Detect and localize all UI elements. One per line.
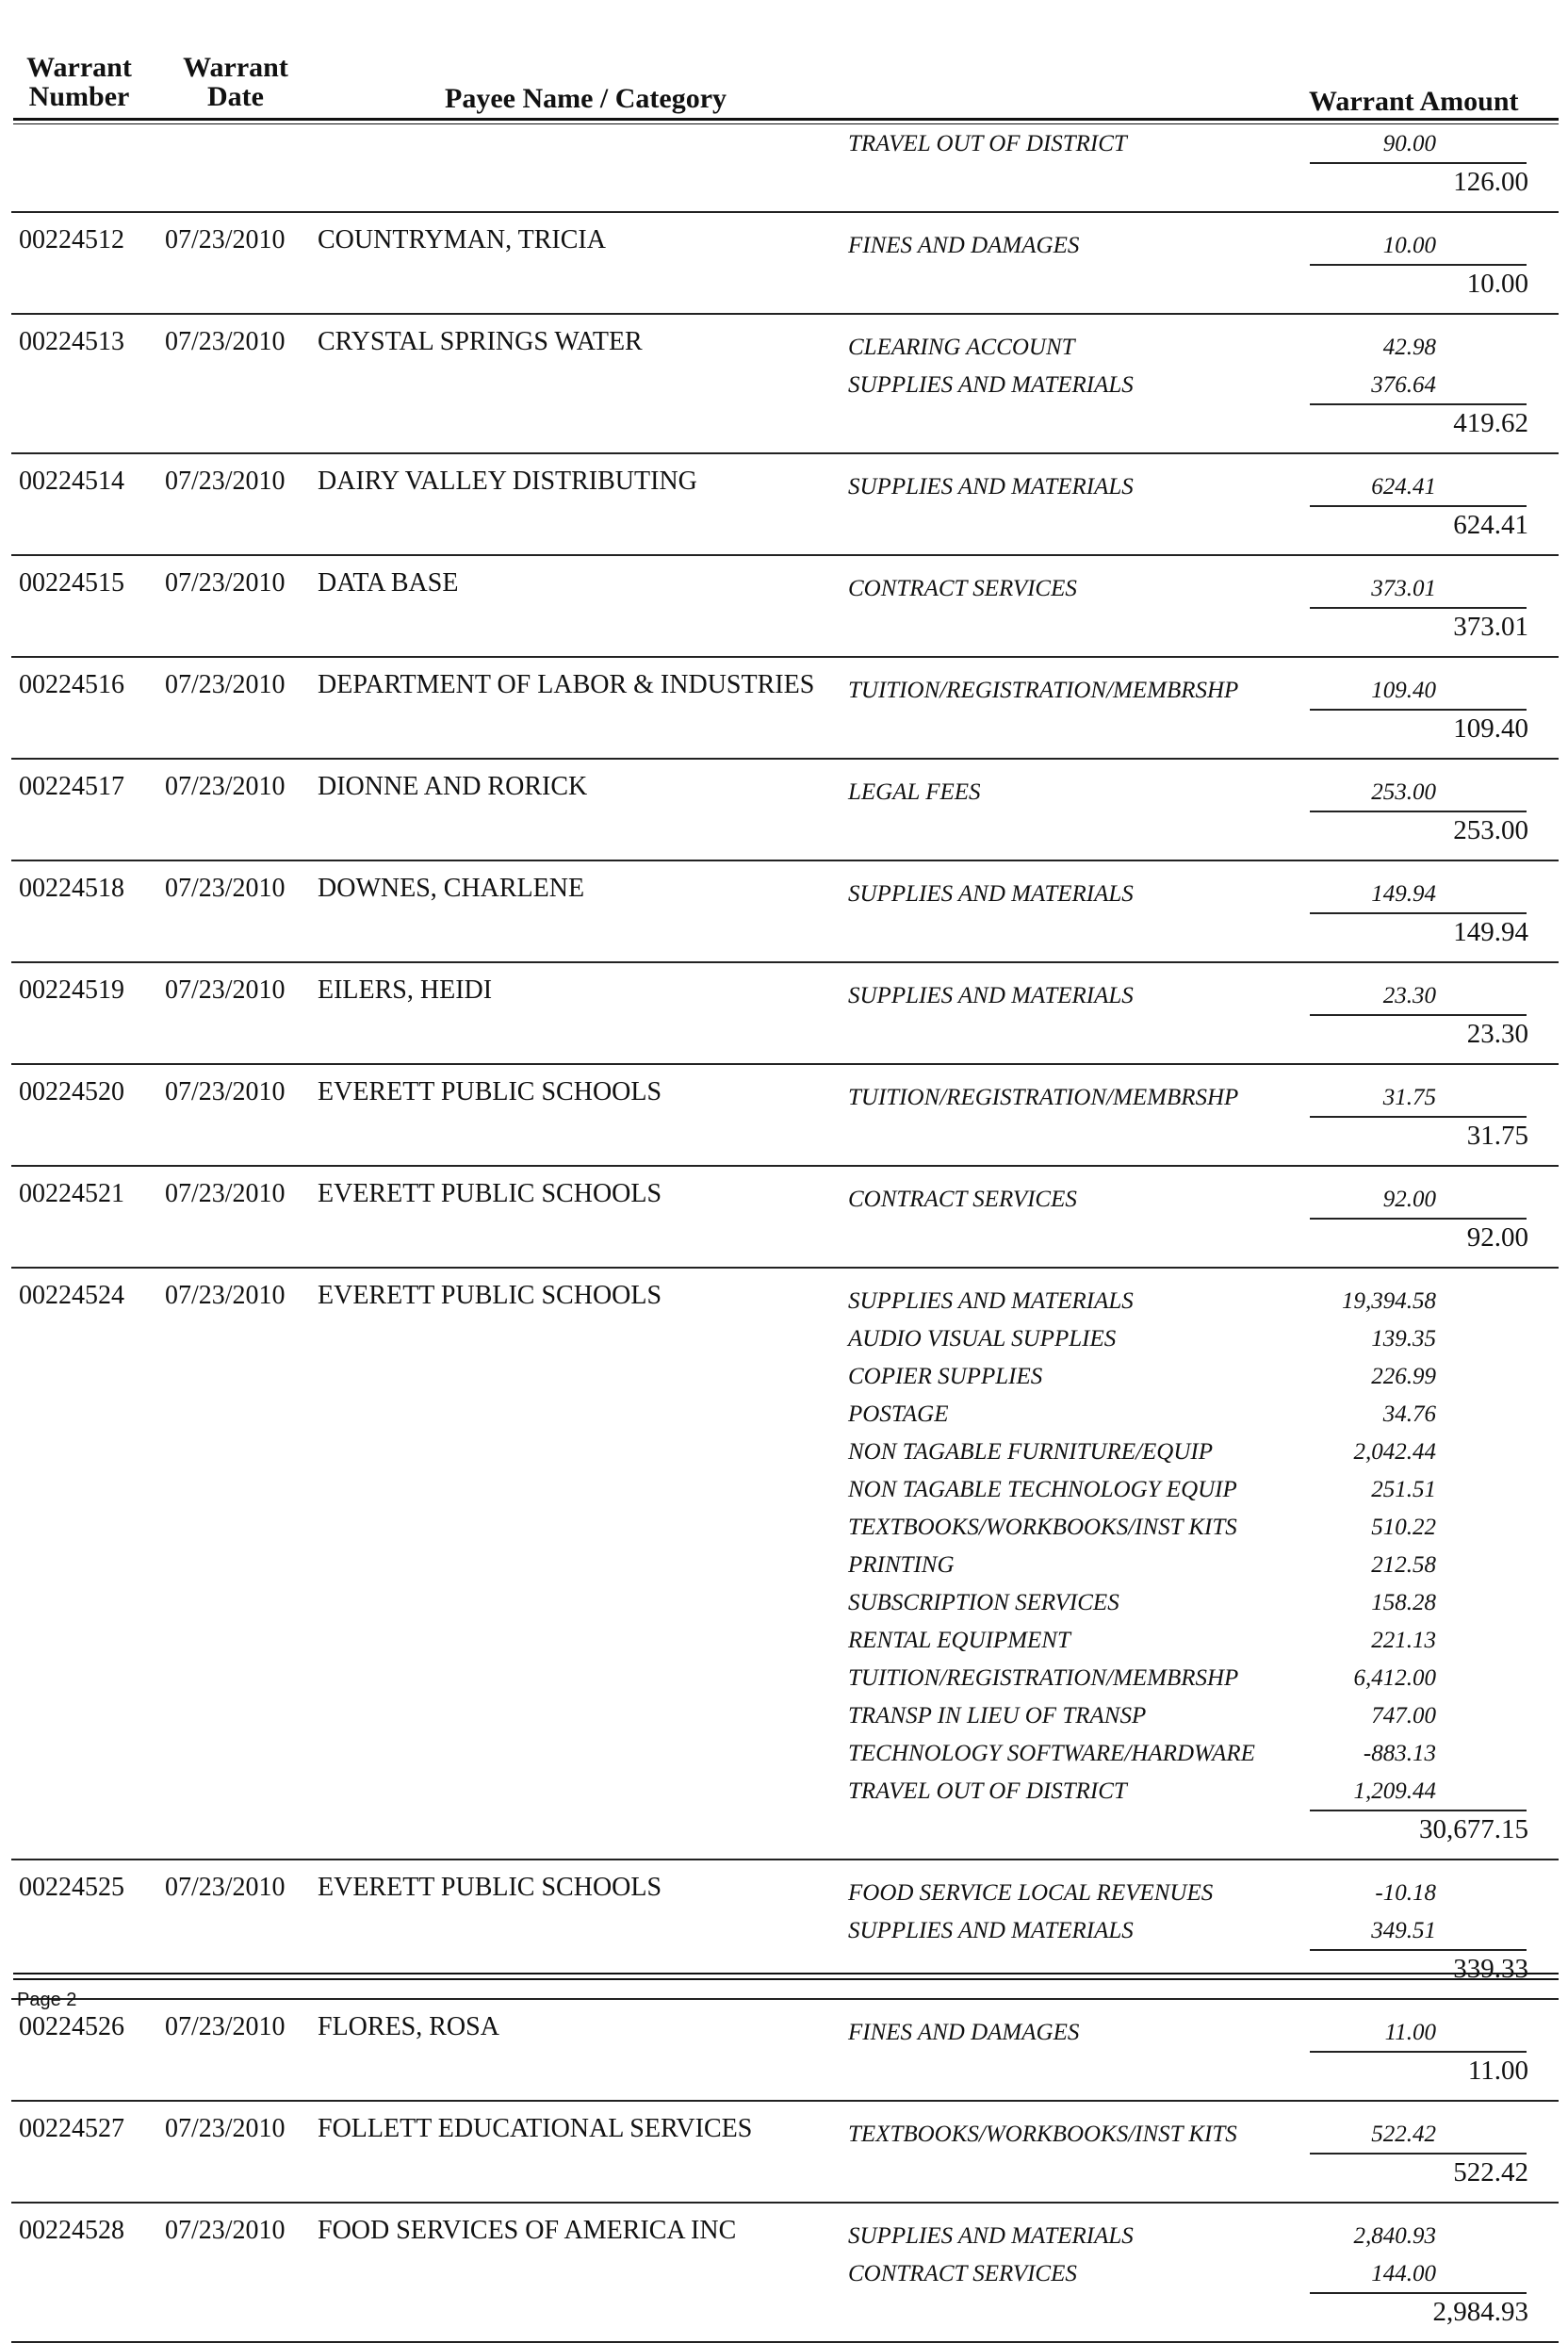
category-amount: 253.00 [1371, 779, 1436, 805]
subtotal-rule [1310, 1218, 1527, 1220]
subtotal-rule [1310, 162, 1527, 164]
warrant-number: 00224515 [19, 568, 124, 598]
category-line [0, 330, 1568, 368]
warrant-total: 2,984.93 [1432, 2297, 1528, 2327]
warrant-row [0, 213, 1568, 315]
category-amount: -10.18 [1375, 1880, 1436, 1906]
category-line [0, 1698, 1568, 1736]
category-name: CONTRACT SERVICES [848, 2261, 1077, 2286]
warrant-number: 00224514 [19, 467, 124, 496]
category-line [0, 1548, 1568, 1585]
category-line [0, 2219, 1568, 2256]
category-name: SUPPLIES AND MATERIALS [848, 474, 1134, 500]
category-amount: 6,412.00 [1353, 1665, 1436, 1691]
category-name: POSTAGE [848, 1401, 949, 1427]
category-name: TUITION/REGISTRATION/MEMBRSHP [848, 1085, 1239, 1110]
category-amount: 31.75 [1382, 1085, 1436, 1110]
category-name: TUITION/REGISTRATION/MEMBRSHP [848, 1665, 1239, 1691]
subtotal-rule [1310, 505, 1527, 507]
subtotal-rule [1310, 1949, 1527, 1951]
category-name: LEGAL FEES [848, 779, 981, 805]
category-name: SUPPLIES AND MATERIALS [848, 983, 1134, 1008]
category-line [0, 2256, 1568, 2294]
category-amount: 747.00 [1371, 1703, 1436, 1729]
warrant-total: 109.40 [1453, 713, 1528, 744]
warrant-number: 00224513 [19, 327, 124, 356]
category-name: TRAVEL OUT OF DISTRICT [848, 1778, 1127, 1804]
category-amount: 11.00 [1384, 2020, 1436, 2045]
warrant-number: 00224520 [19, 1077, 124, 1106]
payee-name: FOOD SERVICES OF AMERICA INC [318, 2216, 737, 2245]
category-line [0, 1321, 1568, 1359]
category-amount: 144.00 [1371, 2261, 1436, 2286]
warrant-row [0, 658, 1568, 760]
warrant-row [0, 454, 1568, 556]
category-line [0, 1876, 1568, 1913]
warrant-row [0, 556, 1568, 658]
header-date-line-1: Warrant [183, 52, 288, 83]
category-name: FOOD SERVICE LOCAL REVENUES [848, 1880, 1214, 1906]
page-number: Page 2 [17, 1990, 77, 2010]
payee-name: EVERETT PUBLIC SCHOOLS [318, 1873, 662, 1902]
category-amount: 2,840.93 [1353, 2223, 1436, 2249]
category-name: FINES AND DAMAGES [848, 233, 1080, 258]
warrant-date: 07/23/2010 [165, 1281, 286, 1310]
category-name: SUPPLIES AND MATERIALS [848, 1288, 1134, 1314]
warrant-number: 00224521 [19, 1179, 124, 1208]
category-amount: 158.28 [1371, 1590, 1436, 1615]
category-line [0, 1284, 1568, 1321]
subtotal-rule [1310, 2292, 1527, 2294]
warrant-total: 522.42 [1453, 2157, 1528, 2187]
warrant-total: 10.00 [1466, 269, 1528, 299]
warrant-total: 419.62 [1453, 408, 1528, 438]
category-name: RENTAL EQUIPMENT [848, 1628, 1070, 1653]
warrant-date: 07/23/2010 [165, 975, 286, 1005]
category-name: TEXTBOOKS/WORKBOOKS/INST KITS [848, 1515, 1237, 1540]
category-amount: 149.94 [1371, 881, 1436, 907]
category-line [0, 673, 1568, 711]
category-line [0, 1080, 1568, 1118]
payee-name: DEPARTMENT OF LABOR & INDUSTRIES [318, 670, 815, 699]
footer-rule [13, 1973, 1559, 1974]
category-line [0, 1623, 1568, 1661]
column-header-amount: Warrant Amount [1309, 86, 1519, 117]
warrant-date: 07/23/2010 [165, 2216, 286, 2245]
warrant-number: 00224517 [19, 772, 124, 801]
warrant-total: 11.00 [1467, 2056, 1528, 2086]
warrant-date: 07/23/2010 [165, 225, 286, 254]
category-line [0, 1510, 1568, 1548]
subtotal-rule [1310, 709, 1527, 711]
category-line [0, 1397, 1568, 1434]
category-name: TUITION/REGISTRATION/MEMBRSHP [848, 678, 1239, 703]
category-name: TRAVEL OUT OF DISTRICT [848, 131, 1127, 156]
category-name: TEXTBOOKS/WORKBOOKS/INST KITS [848, 2122, 1237, 2147]
warrant-date: 07/23/2010 [165, 2114, 286, 2143]
category-line [0, 1661, 1568, 1698]
category-line [0, 469, 1568, 507]
category-line [0, 1434, 1568, 1472]
warrant-total: 126.00 [1453, 167, 1528, 197]
footer-rule-thin [13, 1978, 1559, 1980]
payee-name: EVERETT PUBLIC SCHOOLS [318, 1077, 662, 1106]
payee-name: DOWNES, CHARLENE [318, 874, 585, 903]
warrant-row [0, 2204, 1568, 2343]
category-name: TECHNOLOGY SOFTWARE/HARDWARE [848, 1741, 1255, 1766]
category-amount: 624.41 [1371, 474, 1436, 500]
warrant-number: 00224512 [19, 225, 124, 254]
warrant-row [0, 1269, 1568, 1860]
category-amount: 349.51 [1371, 1918, 1436, 1943]
category-line [0, 571, 1568, 609]
subtotal-rule [1310, 1810, 1527, 1811]
category-line [0, 228, 1568, 266]
category-amount: 251.51 [1371, 1477, 1436, 1502]
subtotal-rule [1310, 1116, 1527, 1118]
subtotal-rule [1310, 403, 1527, 405]
warrant-number: 00224527 [19, 2114, 124, 2143]
category-line [0, 877, 1568, 914]
warrant-total: 31.75 [1466, 1121, 1528, 1151]
category-amount: 212.58 [1371, 1552, 1436, 1578]
category-amount: 2,042.44 [1353, 1439, 1436, 1465]
warrant-row [0, 2000, 1568, 2102]
warrant-date: 07/23/2010 [165, 1873, 286, 1902]
column-header-warrant-date [173, 53, 298, 111]
warrant-total: 624.41 [1453, 510, 1528, 540]
warrant-number: 00224524 [19, 1281, 124, 1310]
warrant-row [0, 861, 1568, 963]
payee-name: DATA BASE [318, 568, 459, 598]
category-amount: 19,394.58 [1342, 1288, 1436, 1314]
category-line [0, 2015, 1568, 2053]
category-name: CONTRACT SERVICES [848, 576, 1077, 601]
category-amount: -883.13 [1363, 1741, 1436, 1766]
subtotal-rule [1310, 1014, 1527, 1016]
warrant-row [0, 1065, 1568, 1167]
warrant-total: 92.00 [1466, 1222, 1528, 1253]
warrant-total: 253.00 [1453, 815, 1528, 845]
category-amount: 109.40 [1371, 678, 1436, 703]
header-rule-thin [13, 123, 1559, 124]
subtotal-rule [1310, 607, 1527, 609]
category-line [0, 1913, 1568, 1951]
warrant-date: 07/23/2010 [165, 2012, 286, 2041]
category-amount: 23.30 [1382, 983, 1436, 1008]
category-name: AUDIO VISUAL SUPPLIES [848, 1326, 1117, 1352]
category-amount: 42.98 [1382, 335, 1436, 360]
category-line [0, 1585, 1568, 1623]
warrant-date: 07/23/2010 [165, 874, 286, 903]
category-line [0, 1736, 1568, 1774]
category-name: SUPPLIES AND MATERIALS [848, 881, 1134, 907]
category-amount: 1,209.44 [1353, 1778, 1436, 1804]
warrant-total: 373.01 [1453, 612, 1528, 642]
header-date-line-2: Date [207, 81, 264, 112]
warrant-date: 07/23/2010 [165, 568, 286, 598]
warrant-date: 07/23/2010 [165, 670, 286, 699]
payee-name: EVERETT PUBLIC SCHOOLS [318, 1179, 662, 1208]
warrant-number: 00224518 [19, 874, 124, 903]
warrant-total: 30,677.15 [1419, 1814, 1528, 1844]
warrant-date: 07/23/2010 [165, 772, 286, 801]
warrant-row [0, 760, 1568, 861]
subtotal-rule [1310, 811, 1527, 812]
payee-name: FLORES, ROSA [318, 2012, 499, 2041]
category-name: CLEARING ACCOUNT [848, 335, 1075, 360]
warrant-row [0, 2102, 1568, 2204]
category-amount: 10.00 [1382, 233, 1436, 258]
category-amount: 373.01 [1371, 576, 1436, 601]
warrant-row [0, 315, 1568, 454]
category-line [0, 1359, 1568, 1397]
payee-name: EILERS, HEIDI [318, 975, 493, 1005]
category-amount: 522.42 [1371, 2122, 1436, 2147]
category-amount: 92.00 [1382, 1187, 1436, 1212]
category-line [0, 1774, 1568, 1811]
category-line [0, 2117, 1568, 2155]
category-name: SUBSCRIPTION SERVICES [848, 1590, 1119, 1615]
category-amount: 139.35 [1371, 1326, 1436, 1352]
category-name: PRINTING [848, 1552, 955, 1578]
subtotal-rule [1310, 912, 1527, 914]
category-name: NON TAGABLE FURNITURE/EQUIP [848, 1439, 1214, 1465]
category-amount: 34.76 [1382, 1401, 1436, 1427]
payee-name: DAIRY VALLEY DISTRIBUTING [318, 467, 697, 496]
category-name: NON TAGABLE TECHNOLOGY EQUIP [848, 1477, 1237, 1502]
carryover-row [0, 126, 1568, 213]
category-line [0, 775, 1568, 812]
category-amount: 226.99 [1371, 1364, 1436, 1389]
warrant-date: 07/23/2010 [165, 327, 286, 356]
warrant-date: 07/23/2010 [165, 1077, 286, 1106]
warrant-total: 339.33 [1453, 1954, 1528, 1984]
category-line [0, 978, 1568, 1016]
warrant-number: 00224528 [19, 2216, 124, 2245]
category-line [0, 368, 1568, 405]
category-name: SUPPLIES AND MATERIALS [848, 1918, 1134, 1943]
category-name: TRANSP IN LIEU OF TRANSP [848, 1703, 1147, 1729]
subtotal-rule [1310, 2153, 1527, 2155]
column-header-payee: Payee Name / Category [445, 83, 727, 114]
payee-name: DIONNE AND RORICK [318, 772, 588, 801]
column-header-warrant-number [21, 53, 138, 111]
category-name: SUPPLIES AND MATERIALS [848, 372, 1134, 398]
header-rule [13, 118, 1559, 121]
header-number-line-2: Number [28, 81, 130, 112]
payee-name: FOLLETT EDUCATIONAL SERVICES [318, 2114, 753, 2143]
warrant-date: 07/23/2010 [165, 467, 286, 496]
warrant-number: 00224516 [19, 670, 124, 699]
subtotal-rule [1310, 264, 1527, 266]
header-number-line-1: Warrant [26, 52, 132, 83]
payee-name: COUNTRYMAN, TRICIA [318, 225, 606, 254]
category-name: COPIER SUPPLIES [848, 1364, 1043, 1389]
warrant-total: 23.30 [1466, 1019, 1528, 1049]
warrant-number: 00224526 [19, 2012, 124, 2041]
warrant-row [0, 963, 1568, 1065]
category-amount: 221.13 [1371, 1628, 1436, 1653]
category-line [0, 1182, 1568, 1220]
category-name: CONTRACT SERVICES [848, 1187, 1077, 1212]
warrant-row [0, 1167, 1568, 1269]
subtotal-rule [1310, 2051, 1527, 2053]
category-amount: 376.64 [1371, 372, 1436, 398]
category-line [0, 1472, 1568, 1510]
category-amount: 510.22 [1371, 1515, 1436, 1540]
warrant-number: 00224519 [19, 975, 124, 1005]
payee-name: EVERETT PUBLIC SCHOOLS [318, 1281, 662, 1310]
warrant-number: 00224525 [19, 1873, 124, 1902]
category-amount: 90.00 [1382, 131, 1436, 156]
category-name: FINES AND DAMAGES [848, 2020, 1080, 2045]
warrant-date: 07/23/2010 [165, 1179, 286, 1208]
payee-name: CRYSTAL SPRINGS WATER [318, 327, 643, 356]
category-line [0, 126, 1568, 164]
category-name: SUPPLIES AND MATERIALS [848, 2223, 1134, 2249]
warrant-total: 149.94 [1453, 917, 1528, 947]
